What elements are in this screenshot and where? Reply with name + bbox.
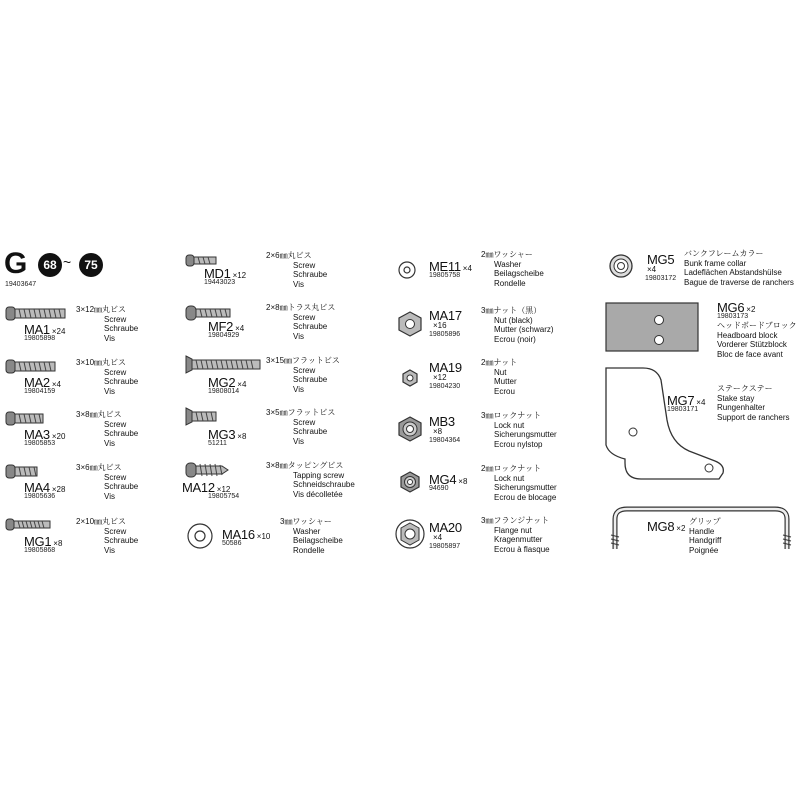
part-code: MA4 <box>24 480 50 495</box>
screw-icon <box>6 518 52 532</box>
stake-stay-icon <box>605 365 735 485</box>
part-qty: ×24 <box>51 327 66 336</box>
desc-line: Lock nut <box>494 420 525 430</box>
part-desc <box>266 303 335 341</box>
part-qty: ×4 <box>647 265 657 274</box>
desc-line: Ecrou (noir) <box>494 334 536 344</box>
desc-line: 3×5㎜フラットビス <box>266 408 336 417</box>
part-desc <box>266 251 327 289</box>
flange-nut-icon <box>395 519 425 549</box>
part-qty: ×8 <box>237 432 247 441</box>
screw-icon <box>6 411 46 427</box>
part-qty: ×12 <box>232 271 247 280</box>
desc-line: ステークステー <box>717 384 773 393</box>
bag-part-number: 19403647 <box>5 281 37 288</box>
part-desc <box>481 250 544 288</box>
part-code: MG5 <box>647 252 675 267</box>
desc-line: Screw <box>104 526 127 536</box>
part-code: MA17 <box>429 308 462 323</box>
part-desc <box>481 411 557 449</box>
part-code: MG2 <box>208 375 236 390</box>
part-qty: ×8 <box>433 427 443 436</box>
part-desc <box>266 408 335 446</box>
part-code: MA20 <box>429 520 462 535</box>
part-desc <box>689 517 721 555</box>
part-qty: ×4 <box>696 398 706 407</box>
part-number: 19803172 <box>645 275 677 282</box>
desc-line: Vis <box>293 436 304 446</box>
desc-line: Schraube <box>293 375 328 384</box>
part-desc <box>481 306 554 344</box>
desc-line: Screw <box>104 419 127 429</box>
desc-line: Flange nut <box>494 525 532 535</box>
part-number: 19805896 <box>429 331 461 338</box>
part-code: MA19 <box>429 360 462 375</box>
desc-line: Schraube <box>104 324 139 333</box>
hex-nut-icon <box>397 311 423 337</box>
part-code: MG1 <box>24 534 52 549</box>
part-qty: ×2 <box>676 524 686 533</box>
desc-line: Ecrou nylstop <box>494 439 543 449</box>
part-number: 51211 <box>208 440 227 447</box>
part-code: MG6 <box>717 300 745 315</box>
step-to-badge <box>79 253 103 277</box>
lock-nut-icon <box>399 471 421 493</box>
desc-line: Screw <box>293 417 316 427</box>
desc-line: Headboard block <box>717 330 778 340</box>
desc-line: Ecrou à flasque <box>494 544 550 554</box>
part-qty: ×4 <box>462 264 472 273</box>
desc-line: 2×6㎜丸ビス <box>266 251 312 260</box>
part-code: ME11 <box>429 259 461 274</box>
screw-icon <box>6 359 56 375</box>
part-desc <box>76 463 138 501</box>
hex-nut-icon <box>401 369 419 387</box>
desc-line: 3㎜ナット（黒） <box>481 306 542 315</box>
part-code: MA12 <box>182 480 215 495</box>
part-desc <box>717 321 797 359</box>
part-number: 19443023 <box>204 279 236 286</box>
desc-line: 3×12㎜丸ビス <box>76 305 127 314</box>
desc-line: Mutter <box>494 377 517 386</box>
desc-line: Schraube <box>293 270 328 279</box>
desc-line: Poignée <box>689 545 719 555</box>
part-code: MA3 <box>24 427 50 442</box>
part-code: MA2 <box>24 375 50 390</box>
step-to: 75 <box>84 258 98 272</box>
desc-line: 3×15㎜フラットビス <box>266 356 340 365</box>
desc-line: Beilagscheibe <box>494 269 544 278</box>
washer-icon <box>397 260 417 280</box>
part-number: 19805754 <box>208 493 240 500</box>
desc-line: Schraube <box>104 429 139 438</box>
part-code: MA1 <box>24 322 50 337</box>
part-code: MG4 <box>429 472 457 487</box>
desc-line: 3×6㎜丸ビス <box>76 463 122 472</box>
desc-line: Ecrou de blocage <box>494 492 557 502</box>
desc-line: Screw <box>104 367 127 377</box>
desc-line: Handle <box>689 526 715 536</box>
desc-line: Screw <box>104 472 127 482</box>
part-qty: ×2 <box>746 305 756 314</box>
part-number: 19805758 <box>429 272 461 279</box>
part-number: 19805853 <box>24 440 56 447</box>
washer-icon <box>186 522 214 550</box>
part-qty: ×12 <box>216 485 231 494</box>
desc-line: Screw <box>293 312 316 322</box>
desc-line: Tapping screw <box>293 470 345 480</box>
desc-line: Vorderer Stützblock <box>717 340 787 349</box>
part-number: 50586 <box>222 540 242 547</box>
desc-line: 3×10㎜丸ビス <box>76 358 127 367</box>
screw-icon <box>6 464 40 480</box>
desc-line: 3㎜ワッシャー <box>280 517 332 526</box>
part-code: MG7 <box>667 393 695 408</box>
part-qty: ×10 <box>256 532 271 541</box>
desc-line: Schneidschraube <box>293 480 355 489</box>
lock-nut-icon <box>397 416 423 442</box>
desc-line: Screw <box>293 365 316 375</box>
screw-icon <box>186 356 262 374</box>
desc-line: Stake stay <box>717 393 755 403</box>
part-desc <box>481 358 517 396</box>
desc-line: Vis décolletée <box>293 489 343 499</box>
desc-line: Vis <box>293 331 304 341</box>
desc-line: Schraube <box>104 536 139 545</box>
desc-line: 2×10㎜丸ビス <box>76 517 127 526</box>
desc-line: Schraube <box>293 427 328 436</box>
desc-line: 2×8㎜トラス丸ビス <box>266 303 336 312</box>
desc-line: 3×8㎜タッピングビス <box>266 461 344 470</box>
part-desc <box>280 517 343 555</box>
part-code: MB3 <box>429 414 455 429</box>
part-number: 19805897 <box>429 543 461 550</box>
desc-line: Vis <box>104 438 115 448</box>
desc-line: Beilagscheibe <box>293 536 343 545</box>
part-qty: ×12 <box>433 373 447 382</box>
desc-line: Nut (black) <box>494 315 533 325</box>
part-number: 19804230 <box>429 383 461 390</box>
part-qty: ×8 <box>458 477 468 486</box>
desc-line: 2㎜ワッシャー <box>481 250 533 259</box>
desc-line: Schraube <box>104 482 139 491</box>
part-number: 19805898 <box>24 335 56 342</box>
desc-line: Mutter (schwarz) <box>494 325 554 334</box>
desc-line: Vis <box>104 386 115 396</box>
part-qty: ×4 <box>237 380 247 389</box>
part-qty: ×4 <box>51 380 61 389</box>
desc-line: 3㎜フランジナット <box>481 516 550 525</box>
desc-line: Rungenhalter <box>717 403 766 412</box>
bag-letter: G <box>4 247 28 280</box>
desc-line: 2㎜ナット <box>481 358 518 367</box>
part-number: 19804364 <box>429 437 461 444</box>
desc-line: Nut <box>494 367 507 377</box>
desc-line: Rondelle <box>494 278 526 288</box>
desc-line: Vis <box>104 491 115 501</box>
desc-line: Vis <box>104 545 115 555</box>
part-code: MA16 <box>222 527 255 542</box>
desc-line: Bague de traverse de ranchers <box>684 277 794 287</box>
part-desc <box>76 358 138 396</box>
part-desc <box>481 464 557 502</box>
desc-line: Kragenmutter <box>494 535 543 544</box>
part-desc <box>76 410 138 448</box>
part-desc <box>76 517 138 555</box>
part-qty: ×20 <box>51 432 66 441</box>
part-code: MD1 <box>204 266 231 281</box>
desc-line: Bloc de face avant <box>717 349 783 359</box>
desc-line: グリップ <box>689 517 721 526</box>
part-number: 19804929 <box>208 332 240 339</box>
part-number: 19804159 <box>24 388 56 395</box>
desc-line: Sicherungsmutter <box>494 483 557 492</box>
desc-line: Screw <box>293 260 316 270</box>
desc-line: Bunk frame collar <box>684 258 747 268</box>
part-qty: ×8 <box>53 539 63 548</box>
part-code: MG3 <box>208 427 236 442</box>
step-separator: ~ <box>63 254 72 270</box>
screw-icon <box>186 408 220 426</box>
screw-icon <box>6 306 66 322</box>
desc-line: バンクフレームカラー <box>684 249 764 258</box>
part-desc <box>684 249 794 287</box>
desc-line: Schraube <box>104 377 139 386</box>
part-desc <box>76 305 138 343</box>
part-desc <box>266 461 355 499</box>
part-code: MG8 <box>647 519 675 534</box>
desc-line: Vis <box>293 279 304 289</box>
desc-line: Lock nut <box>494 473 525 483</box>
desc-line: ヘッドボードブロック <box>717 321 797 330</box>
desc-line: 3㎜ロックナット <box>481 411 542 420</box>
tapping-screw-icon <box>186 462 230 480</box>
part-number: 94690 <box>429 485 449 492</box>
desc-line: Handgriff <box>689 536 722 545</box>
part-number: 19803173 <box>717 313 749 320</box>
desc-line: Washer <box>494 259 522 269</box>
desc-line: Vis <box>293 384 304 394</box>
desc-line: Support de ranchers <box>717 412 790 422</box>
desc-line: 3×8㎜丸ビス <box>76 410 122 419</box>
part-number: 19805636 <box>24 493 56 500</box>
part-qty: ×16 <box>433 321 447 330</box>
desc-line: 2㎜ロックナット <box>481 464 542 473</box>
part-desc <box>481 516 550 554</box>
step-from-badge <box>38 253 62 277</box>
desc-line: Rondelle <box>293 545 325 555</box>
part-qty: ×4 <box>433 533 443 542</box>
part-qty: ×28 <box>51 485 66 494</box>
part-number: 19803171 <box>667 406 699 413</box>
part-number: 19808014 <box>208 388 240 395</box>
bag-header <box>4 248 114 292</box>
desc-line: Sicherungsmutter <box>494 430 557 439</box>
collar-icon <box>607 252 635 280</box>
desc-line: Schraube <box>293 322 328 331</box>
step-from: 68 <box>43 258 57 272</box>
desc-line: Vis <box>104 333 115 343</box>
part-code: MF2 <box>208 319 234 334</box>
headboard-block-icon <box>605 302 701 354</box>
desc-line: Screw <box>104 314 127 324</box>
part-qty: ×4 <box>235 324 245 333</box>
desc-line: Washer <box>293 526 321 536</box>
part-desc <box>717 384 790 422</box>
desc-line: Ecrou <box>494 386 515 396</box>
part-desc <box>266 356 340 394</box>
desc-line: Ladeflächen Abstandshülse <box>684 268 782 277</box>
part-number: 19805868 <box>24 547 56 554</box>
